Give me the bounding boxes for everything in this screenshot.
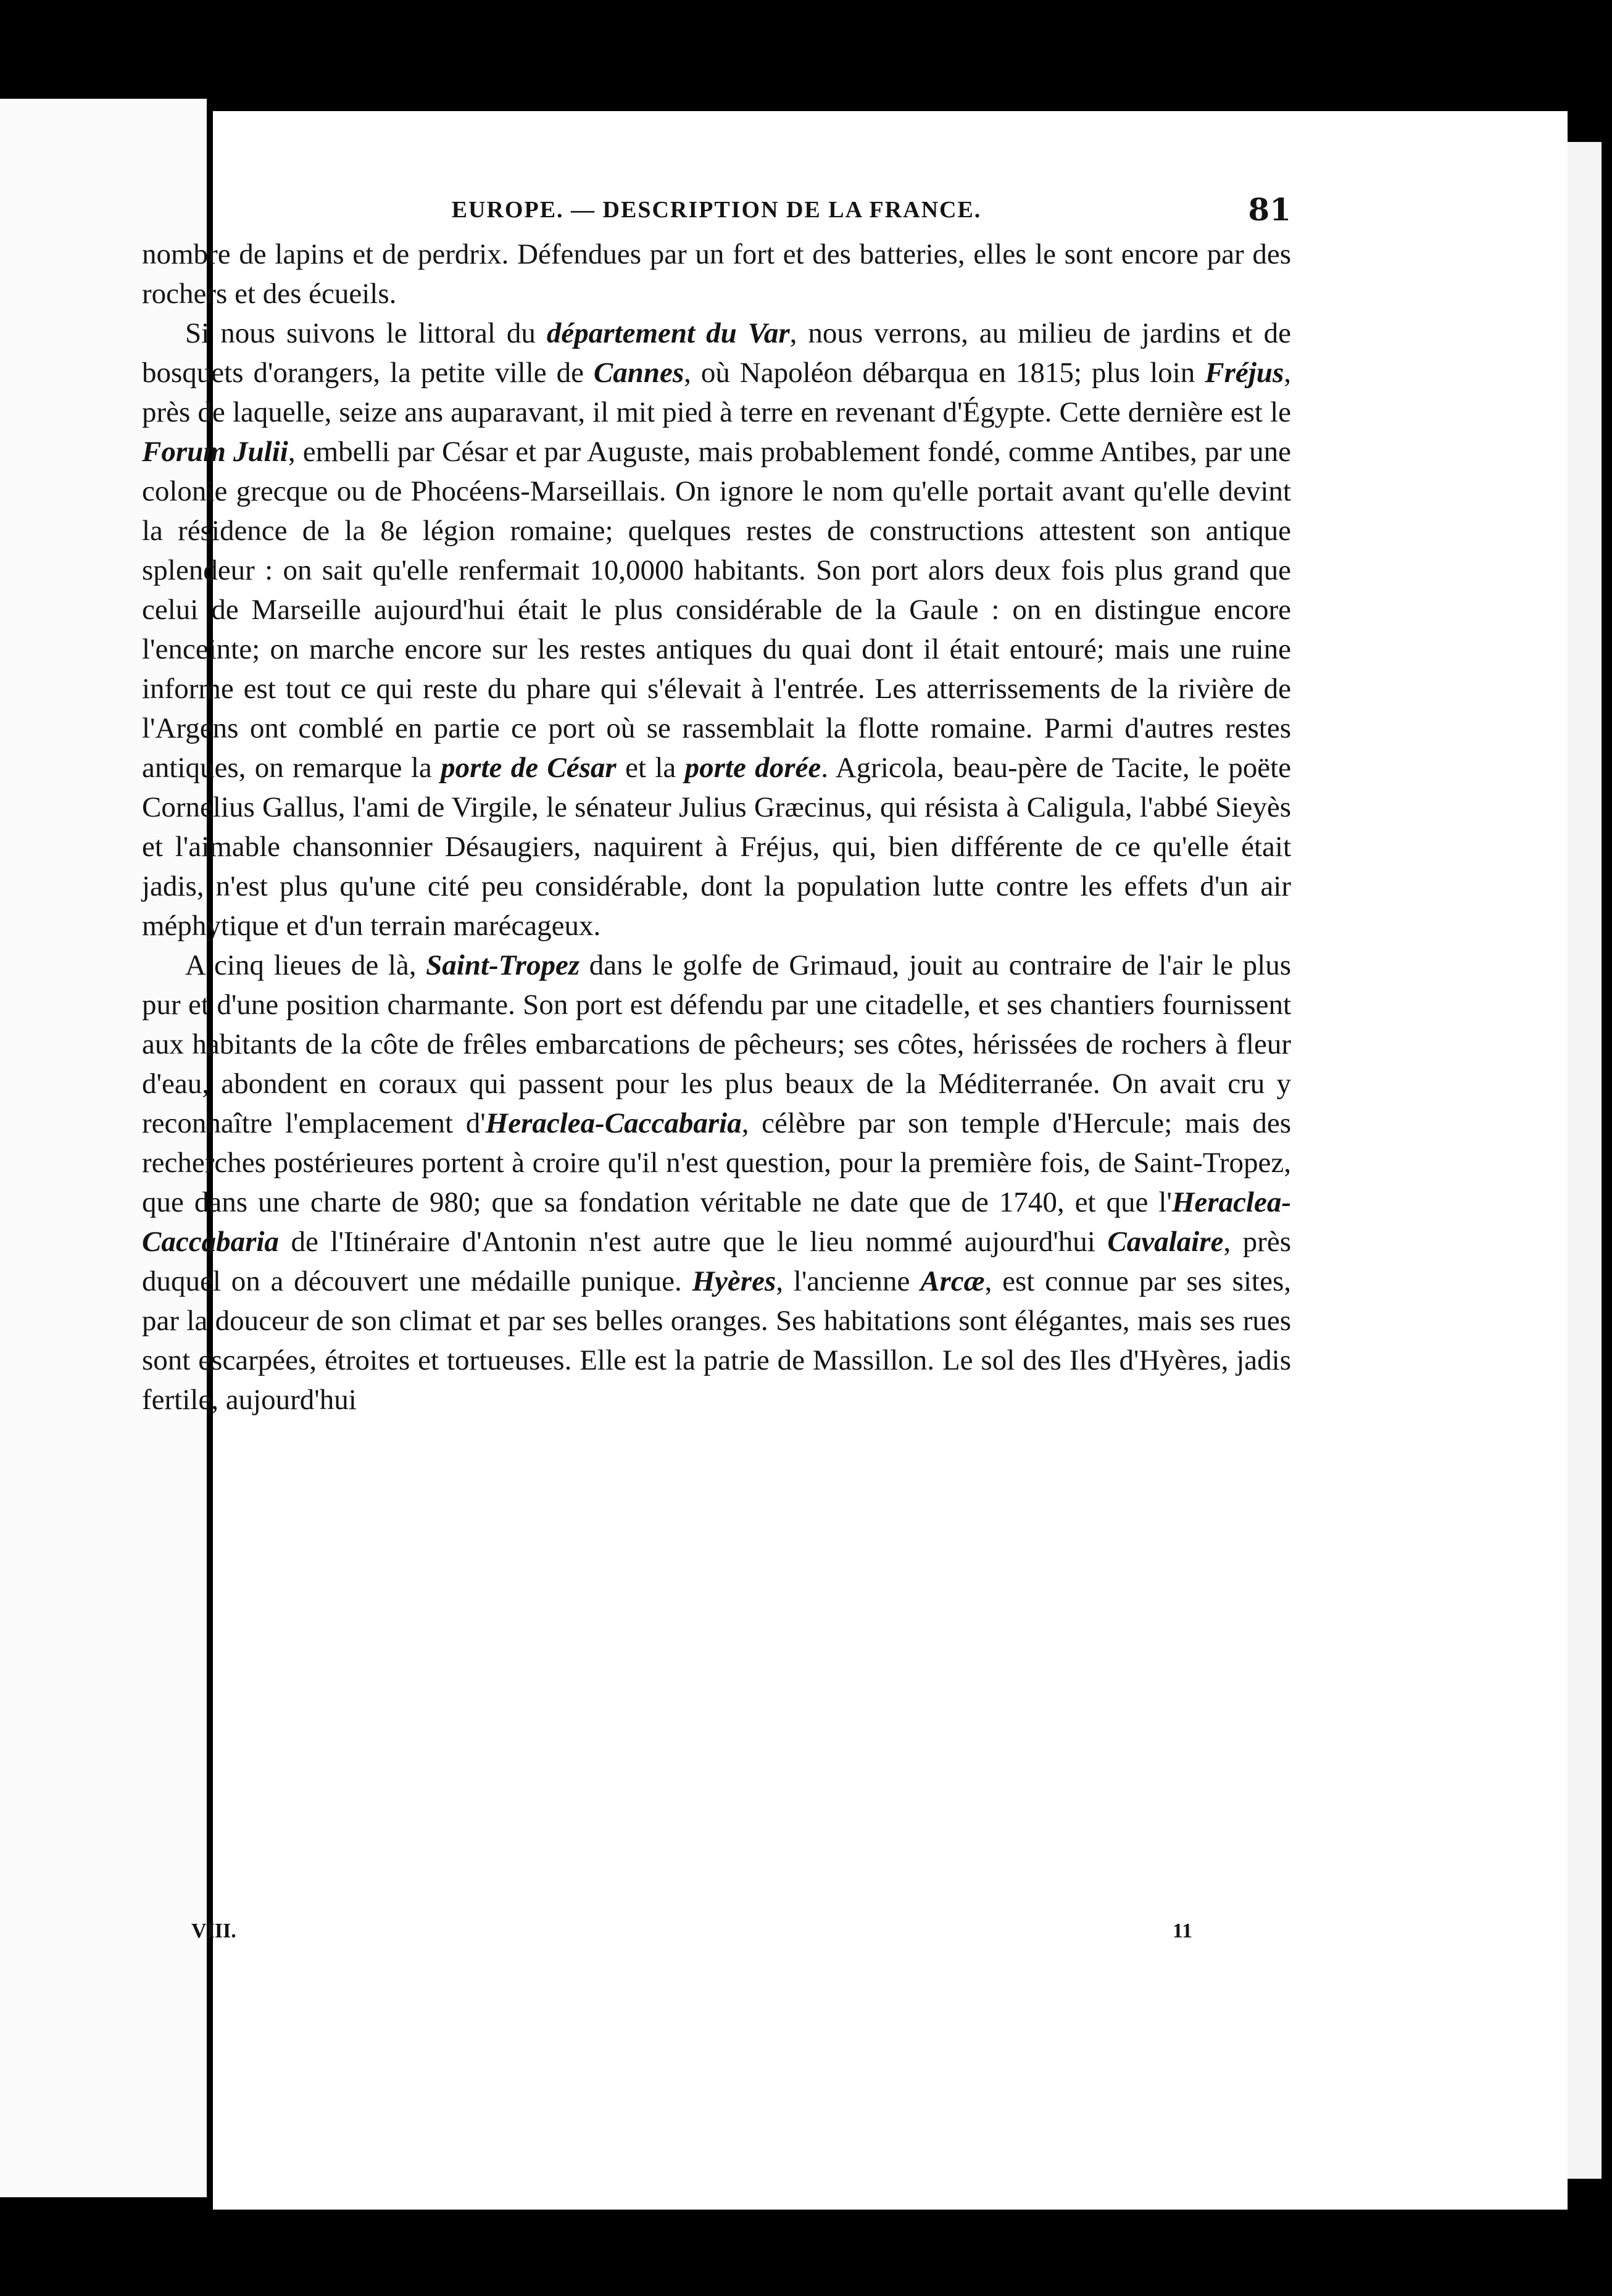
emphasis-text: Saint-Tropez bbox=[426, 949, 580, 981]
text-run: A cinq lieues de là, bbox=[185, 949, 426, 981]
text-run: , nous verrons, au milieu de jardins et de bosquets d'orangers, la petite ville de bbox=[142, 317, 1291, 389]
text-run: de l'Itinéraire d'Antonin n'est autre que le lieu nommé aujourd'hui bbox=[278, 1226, 1108, 1258]
paragraph bbox=[142, 314, 1291, 946]
emphasis-text: Cannes bbox=[593, 357, 684, 389]
text-run: Si nous suivons le littoral du bbox=[185, 317, 547, 349]
emphasis-text: Forum Julii bbox=[142, 436, 288, 468]
text-run: dans le golfe de Grimaud, jouit au contraire de l'air le plus pur et d'une position charmante. Son port est défendu par une citadelle, et ses chantiers fournissent aux habitants de la côte de frêles embarcations de pêcheurs; ses côtes, hérissées de rochers à fleur d'eau, abondent en coraux qui passent pour les plus beaux de la Méditerranée. On avait cru y reconnaître l'emplacement d' bbox=[142, 949, 1291, 1139]
text-run: , près de laquelle, seize ans auparavant, il mit pied à terre en revenant d'Égypte. Cette dernière est le bbox=[142, 357, 1291, 428]
text-run: , près duquel on a découvert une médaille punique. bbox=[142, 1226, 1291, 1297]
emphasis-text: porte dorée bbox=[684, 752, 821, 784]
emphasis-text: département du Var bbox=[546, 317, 790, 349]
paragraph bbox=[142, 946, 1291, 1420]
text-run: , est connue par ses sites, par la douceur de son climat et par ses belles oranges. Ses habitations sont élégantes, mais ses rues sont escarpées, étroites et tortueuses. Elle est la patrie de Massillon. Le sol des Iles d'Hyères, jadis fertile, aujourd'hui bbox=[142, 1265, 1291, 1416]
text-run: , embelli par César et par Auguste, mais probablement fondé, comme Antibes, par une colonie grecque ou de Phocéens-Marseillais. On ignore le nom qu'elle portait avant qu'elle devint la résidence de la 8e légion romaine; quelques restes de constructions attestent son antique splendeur : on sait qu'elle renfermait 10,0000 habitants. Son port alors deux fois plus grand que celui de Marseille aujourd'hui était le plus considérable de la Gaule : on en distingue encore l'enceinte; on marche encore sur les restes antiques du quai dont il était entouré; mais une ruine informe est tout ce qui reste du phare qui s'élevait à l'entrée. Les atterrissements de la rivière de l'Argens ont comblé en partie ce port où se rassemblait la flotte romaine. Parmi d'autres restes antiques, on remarque la bbox=[142, 436, 1292, 784]
folio-mark: 11 bbox=[1172, 1920, 1192, 1942]
emphasis-text: porte de César bbox=[441, 752, 617, 784]
signature-mark: VIII. bbox=[191, 1920, 236, 1942]
page-footer bbox=[142, 1920, 1291, 1957]
text-run: , célèbre par son temple d'Hercule; mais des recherches postérieures portent à croire qu'il n'est question, pour la première fois, de Saint-Tropez, que dans une charte de 980; que sa fondation véritable ne date que de 1740, et que l' bbox=[142, 1107, 1291, 1218]
text-run: nombre de lapins et de perdrix. Défendues par un fort et des batteries, elles le sont encore par des rochers et des écueils. bbox=[142, 238, 1291, 310]
text-run: , où Napoléon débarqua en 1815; plus loin bbox=[684, 357, 1205, 389]
emphasis-text: Heraclea-Caccabaria bbox=[485, 1107, 742, 1139]
paragraph bbox=[142, 235, 1291, 314]
text-run: , l'ancienne bbox=[776, 1265, 921, 1297]
running-head: EUROPE. — DESCRIPTION DE LA FRANCE. bbox=[451, 197, 982, 223]
emphasis-text: Heraclea-Caccabaria bbox=[142, 1186, 1291, 1258]
emphasis-text: Cavalaire bbox=[1107, 1226, 1224, 1258]
emphasis-text: Hyères bbox=[692, 1265, 776, 1297]
text-run: et la bbox=[616, 752, 685, 784]
page-header bbox=[142, 185, 1291, 235]
page-number: 81 bbox=[1248, 191, 1291, 228]
emphasis-text: Arcæ bbox=[920, 1265, 985, 1297]
text-run: . Agricola, beau-père de Tacite, le poëte Cornelius Gallus, l'ami de Virgile, le sénateur Julius Græcinus, qui résista à Caligula, l'abbé Sieyès et l'aimable chansonnier Désaugiers, naquirent à Fréjus, qui, bien différente de ce qu'elle était jadis, n'est plus qu'une cité peu considérable, dont la population lutte contre les effets d'un air méphytique et d'un terrain marécageux. bbox=[142, 752, 1291, 942]
emphasis-text: Fréjus bbox=[1205, 357, 1284, 389]
body-text bbox=[142, 235, 1291, 1420]
